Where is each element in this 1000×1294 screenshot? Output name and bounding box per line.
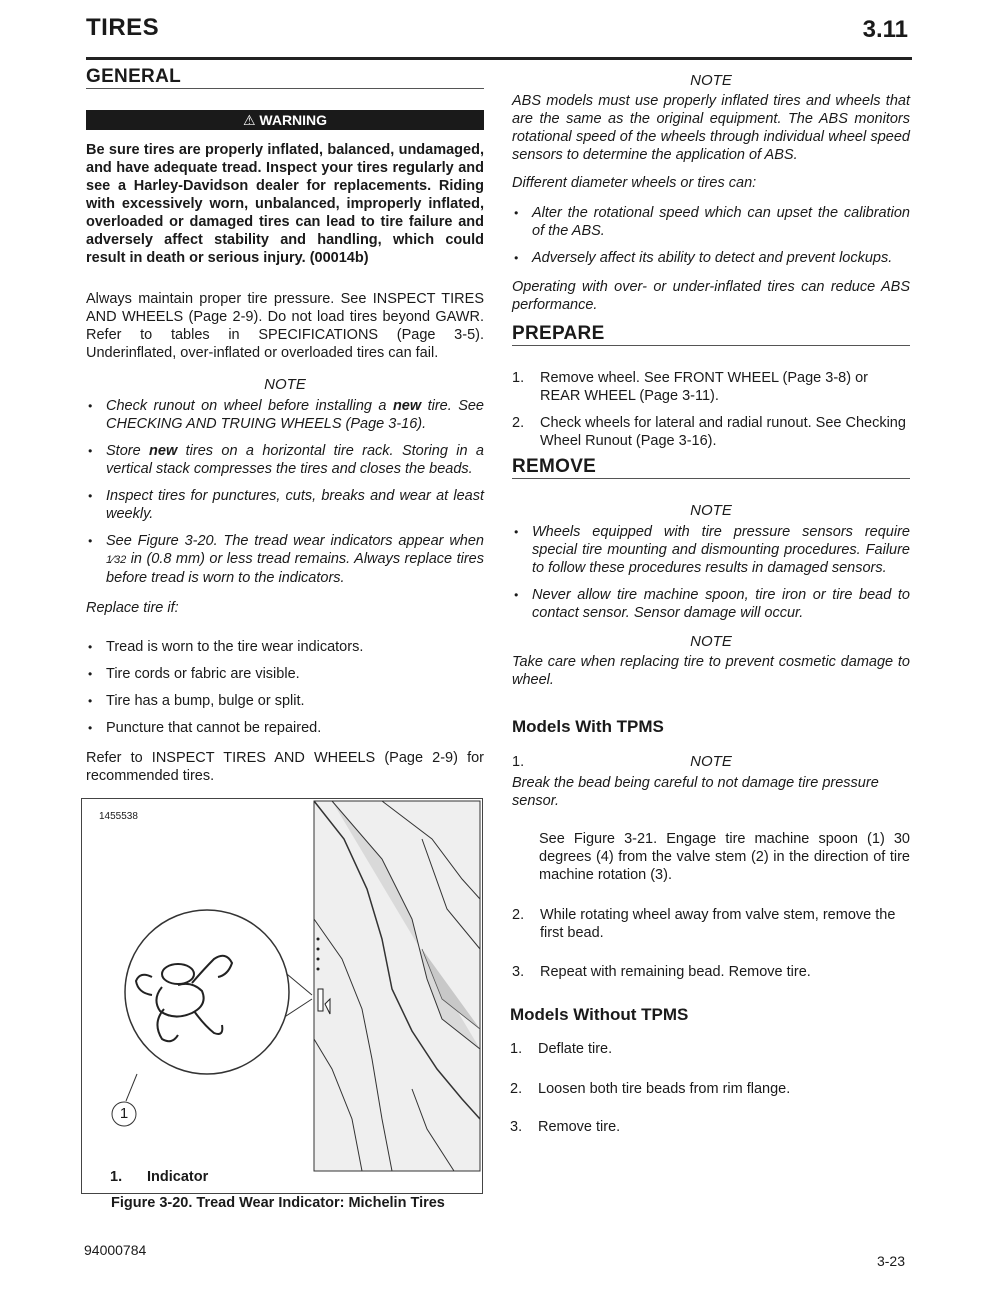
header-rule [86, 57, 912, 60]
prepare-heading-rule [512, 345, 910, 346]
figure-caption: Figure 3-20. Tread Wear Indicator: Michelin Tires [111, 1195, 445, 1211]
general-heading-rule [86, 88, 484, 89]
abs-bullets [512, 204, 910, 267]
figure-legend-number: 1. [110, 1169, 123, 1185]
list-item: • Tread is worn to the tire wear indicators. [86, 638, 484, 656]
list-item: 1. Remove wheel. See FRONT WHEEL (Page 3-8) or REAR WHEEL (Page 3-11). [512, 370, 868, 404]
list-item: • Never allow tire machine spoon, tire iron or tire bead to contact sensor. Sensor damage will occur. [512, 586, 910, 622]
warning-triangle-icon: ⚠ [242, 112, 256, 128]
abs-diff-intro: Different diameter wheels or tires can: [512, 175, 757, 191]
abs-note-text: ABS models must use properly inflated tires and wheels that are the same as the original equipment. The ABS monitors rotational speed of the wheels through individual wheel speed sensors to determine the application of ABS. [512, 93, 910, 163]
refer-text: Refer to INSPECT TIRES AND WHEELS (Page 2-9) for recommended tires. [86, 750, 484, 784]
abs-operating: Operating with over- or under-inflated tires can reduce ABS performance. [512, 279, 910, 313]
general-note-list [86, 397, 484, 587]
list-item: • See Figure 3-20. The tread wear indicators appear when 1⁄32 in (0.8 mm) or less tread remains. Always replace tires before tread is worn to the indicators. [86, 532, 484, 587]
abs-note-label: NOTE [690, 72, 732, 89]
list-item: 3. Remove tire. [510, 1119, 621, 1135]
remove-note-label: NOTE [690, 502, 732, 519]
with-tpms-note-label: NOTE [690, 753, 732, 770]
warning-bar [86, 110, 484, 130]
list-item: 1. Deflate tire. [510, 1041, 613, 1057]
list-item: • Inspect tires for punctures, cuts, breaks and wear at least weekly. [86, 487, 484, 523]
with-tpms-steps [512, 906, 910, 981]
figure-callout-1: 1 [119, 1105, 129, 1122]
header-section-title: TIRES [86, 14, 160, 41]
prepare-heading: PREPARE [512, 323, 605, 344]
general-intro: Always maintain proper tire pressure. See INSPECT TIRES AND WHEELS (Page 2-9). Do not load tires beyond GAWR. Refer to tables in SPECIFICATIONS (Page 3-5). Underinflated, over-inflated or overloaded tires can fail. [86, 291, 484, 361]
list-item: • Wheels equipped with tire pressure sensors require special tire mounting and dismounting procedures. Failure to follow these procedures results in damaged sensors. [512, 523, 910, 577]
list-item: • Check runout on wheel before installing a new tire. See CHECKING AND TRUING WHEELS (Page 3-16). [86, 397, 484, 433]
remove-note2-label: NOTE [690, 633, 732, 650]
with-tpms-step1-number: 1. [512, 754, 525, 770]
footer-doc-number: 94000784 [84, 1242, 147, 1258]
list-item: 2. Check wheels for lateral and radial runout. See Checking Wheel Runout (Page 3-16). [512, 415, 906, 449]
list-item: • Adversely affect its ability to detect and prevent lockups. [512, 249, 910, 267]
without-tpms-steps [510, 1040, 908, 1136]
prepare-steps [512, 369, 910, 450]
figure-legend-text: Indicator [147, 1169, 209, 1185]
with-tpms-note-text: Break the bead being careful to not damage tire pressure sensor. [512, 775, 879, 809]
remove-heading: REMOVE [512, 456, 597, 477]
header-section-number: 3.11 [862, 16, 908, 43]
figure-id: 1455538 [99, 811, 138, 822]
warning-text: Be sure tires are properly inflated, balanced, undamaged, and have adequate tread. Inspect your tires regularly and see a Harley-Davidson dealer for replacements. Riding with excessively worn, unbalanced, improperly inflated, overloaded or damaged tires can lead to tire failure and adversely affect stability and handling, which could result in death or serious injury. (00014b) [86, 142, 484, 266]
list-item: • Tire has a bump, bulge or split. [86, 692, 484, 710]
list-item: 2. While rotating wheel away from valve stem, remove the first bead. [512, 907, 896, 941]
remove-bullets [512, 523, 910, 622]
remove-heading-rule [512, 478, 910, 479]
list-item: • Alter the rotational speed which can upset the calibration of the ABS. [512, 204, 910, 240]
remove-note2-text: Take care when replacing tire to prevent cosmetic damage to wheel. [512, 654, 910, 688]
without-tpms-heading: Models Without TPMS [510, 1005, 689, 1024]
list-item: • Puncture that cannot be repaired. [86, 719, 484, 737]
footer-page-number: 3-23 [876, 1253, 905, 1269]
list-item: 3. Repeat with remaining bead. Remove tire. [512, 964, 811, 980]
list-item: • Store new tires on a horizontal tire rack. Storing in a vertical stack compresses the tires and closes the beads. [86, 442, 484, 478]
replace-if-label: Replace tire if: [86, 600, 179, 616]
figure-3-20 [81, 798, 483, 1194]
list-item: • Tire cords or fabric are visible. [86, 665, 484, 683]
general-note-label: NOTE [264, 376, 306, 393]
with-tpms-heading: Models With TPMS [512, 717, 664, 736]
list-item: 2. Loosen both tire beads from rim flange. [510, 1081, 791, 1097]
warning-label: WARNING [259, 112, 328, 128]
general-heading: GENERAL [86, 66, 181, 87]
with-tpms-step1-text: See Figure 3-21. Engage tire machine spoon (1) 30 degrees (4) from the valve stem (2) in the direction of tire machine rotation (3). [539, 831, 910, 883]
replace-list [86, 638, 484, 737]
tread-wear-illustration [82, 799, 482, 1193]
